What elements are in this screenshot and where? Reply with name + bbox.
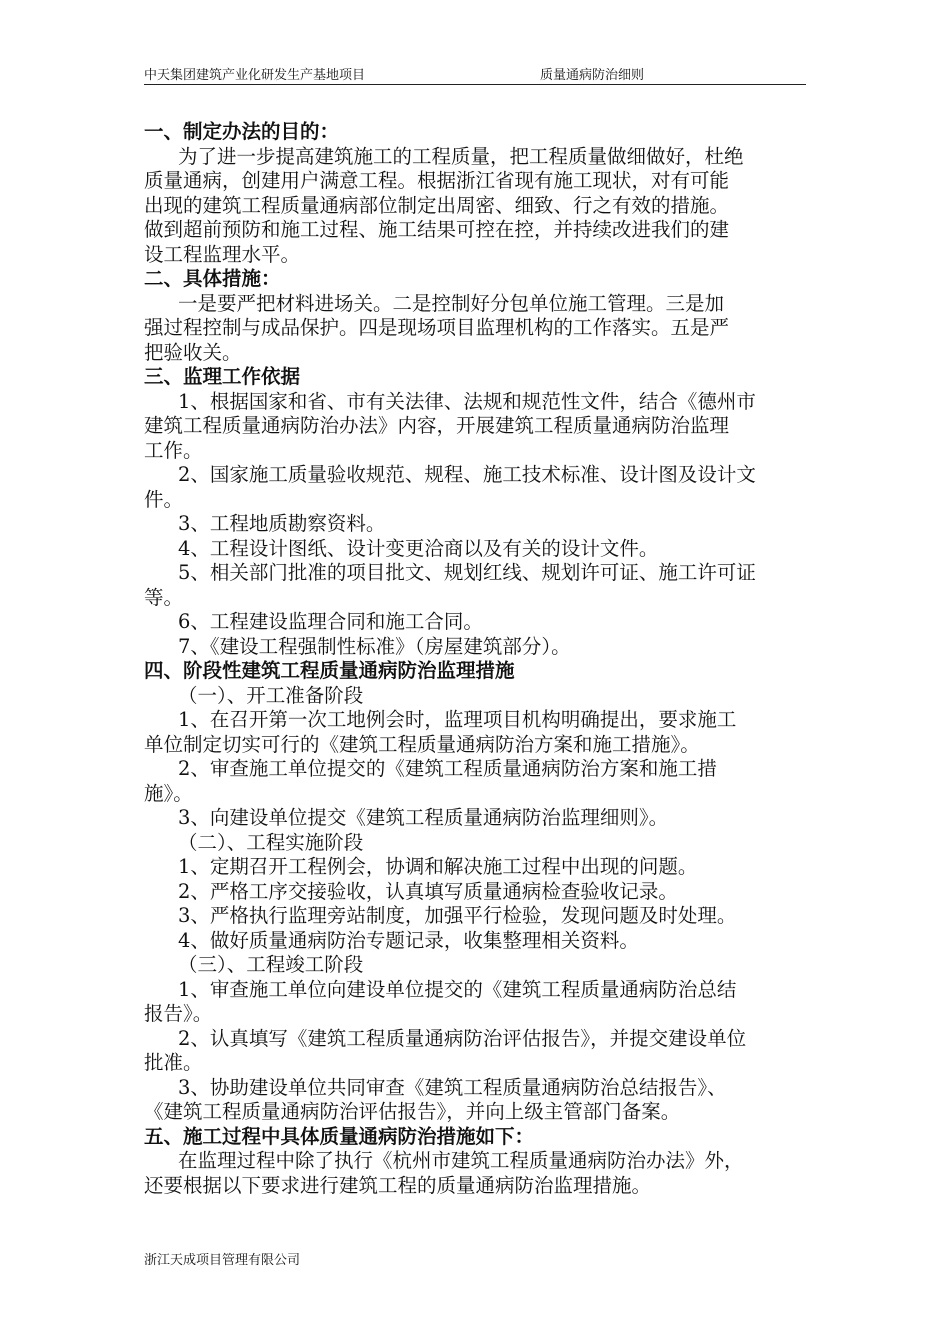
body-text-line: 1、根据国家和省、市有关法律、法规和规范性文件，结合《德州市 xyxy=(178,389,756,413)
body-text-line: 4、工程设计图纸、设计变更洽商以及有关的设计文件。 xyxy=(178,536,659,560)
body-text-line: 出现的建筑工程质量通病部位制定出周密、细致、行之有效的措施。 xyxy=(144,193,730,217)
body-text-line: 强过程控制与成品保护。四是现场项目监理机构的工作落实。五是严 xyxy=(144,316,730,339)
body-text-line: 4、做好质量通病防治专题记录，收集整理相关资料。 xyxy=(178,928,639,952)
body-text-line: 设工程监理水平。 xyxy=(144,242,301,266)
body-text-line: 建筑工程质量通病防治办法》内容，开展建筑工程质量通病防治监理 xyxy=(144,414,730,437)
section-heading: 三、监理工作依据 xyxy=(144,365,301,388)
body-text-line: 2、审查施工单位提交的《建筑工程质量通病防治方案和施工措 xyxy=(178,757,717,780)
body-text-line: 批准。 xyxy=(144,1051,203,1074)
footer-company-name: 浙江天成项目管理有限公司 xyxy=(144,1253,301,1268)
body-text-line: 6、工程建设监理合同和施工合同。 xyxy=(178,610,483,633)
header-project-name: 中天集团建筑产业化研发生产基地项目 xyxy=(144,68,366,83)
body-text-line: 在监理过程中除了执行《杭州市建筑工程质量通病防治办法》外， xyxy=(178,1149,744,1172)
body-text-line: 1、在召开第一次工地例会时，监理项目机构明确提出，要求施工 xyxy=(178,708,737,731)
body-text-line: 3、向建设单位提交《建筑工程质量通病防治监理细则》。 xyxy=(178,806,669,829)
page-header xyxy=(144,62,806,85)
body-text-line: 件。 xyxy=(144,487,184,511)
body-text-line: （一）、开工准备阶段 xyxy=(178,683,364,707)
body-text-line: 《建筑工程质量通病防治评估报告》，并向上级主管部门备案。 xyxy=(144,1100,681,1123)
body-text-line: 一是要严把材料进场关。二是控制好分包单位施工管理。三是加 xyxy=(178,291,725,315)
body-text-line: 5、相关部门批准的项目批文、规划红线、规划许可证、施工许可证 xyxy=(178,561,756,584)
body-text-line: 2、严格工序交接验收，认真填写质量通病检查验收记录。 xyxy=(178,879,678,903)
body-text-line: 质量通病，创建用户满意工程。根据浙江省现有施工现状，对有可能 xyxy=(144,169,730,192)
body-text-line: 2、国家施工质量验收规范、规程、施工技术标准、设计图及设计文 xyxy=(178,463,756,486)
body-text-line: 还要根据以下要求进行建筑工程的质量通病防治监理措施。 xyxy=(144,1173,652,1197)
body-text-line: 施》。 xyxy=(144,781,193,805)
body-text-line: 1、定期召开工程例会，协调和解决施工过程中出现的问题。 xyxy=(178,855,698,878)
section-heading: 五、施工过程中具体质量通病防治措施如下： xyxy=(144,1124,535,1148)
body-text-line: 3、协助建设单位共同审查《建筑工程质量通病防治总结报告》、 xyxy=(178,1075,727,1099)
header-document-title: 质量通病防治细则 xyxy=(540,68,645,83)
body-text-line: 2、认真填写《建筑工程质量通病防治评估报告》，并提交建设单位 xyxy=(178,1026,747,1050)
body-text-line: 做到超前预防和施工过程、施工结果可控在控，并持续改进我们的建 xyxy=(144,218,730,241)
section-heading: 四、阶段性建筑工程质量通病防治监理措施 xyxy=(144,659,515,682)
body-text-line: 7、《建设工程强制性标准》（房屋建筑部分）。 xyxy=(178,634,571,658)
body-text-line: （二）、工程实施阶段 xyxy=(178,830,364,854)
body-text-line: 单位制定切实可行的《建筑工程质量通病防治方案和施工措施》。 xyxy=(144,732,700,756)
body-text-line: 为了进一步提高建筑施工的工程质量，把工程质量做细做好，杜绝 xyxy=(178,144,744,168)
body-text-line: 把验收关。 xyxy=(144,340,242,364)
body-text-line: 1、审查施工单位向建设单位提交的《建筑工程质量通病防治总结 xyxy=(178,977,737,1001)
body-text-line: 等。 xyxy=(144,585,184,609)
section-heading: 二、具体措施： xyxy=(144,267,281,290)
body-text-line: 工作。 xyxy=(144,438,203,462)
body-text-line: 3、严格执行监理旁站制度，加强平行检验，发现问题及时处理。 xyxy=(178,904,737,927)
body-text-line: 3、工程地质勘察资料。 xyxy=(178,512,386,535)
document-body xyxy=(144,120,806,1198)
body-text-line: （三）、工程竣工阶段 xyxy=(178,953,364,976)
section-heading: 一、制定办法的目的： xyxy=(144,120,340,143)
body-text-line: 报告》。 xyxy=(144,1002,213,1025)
